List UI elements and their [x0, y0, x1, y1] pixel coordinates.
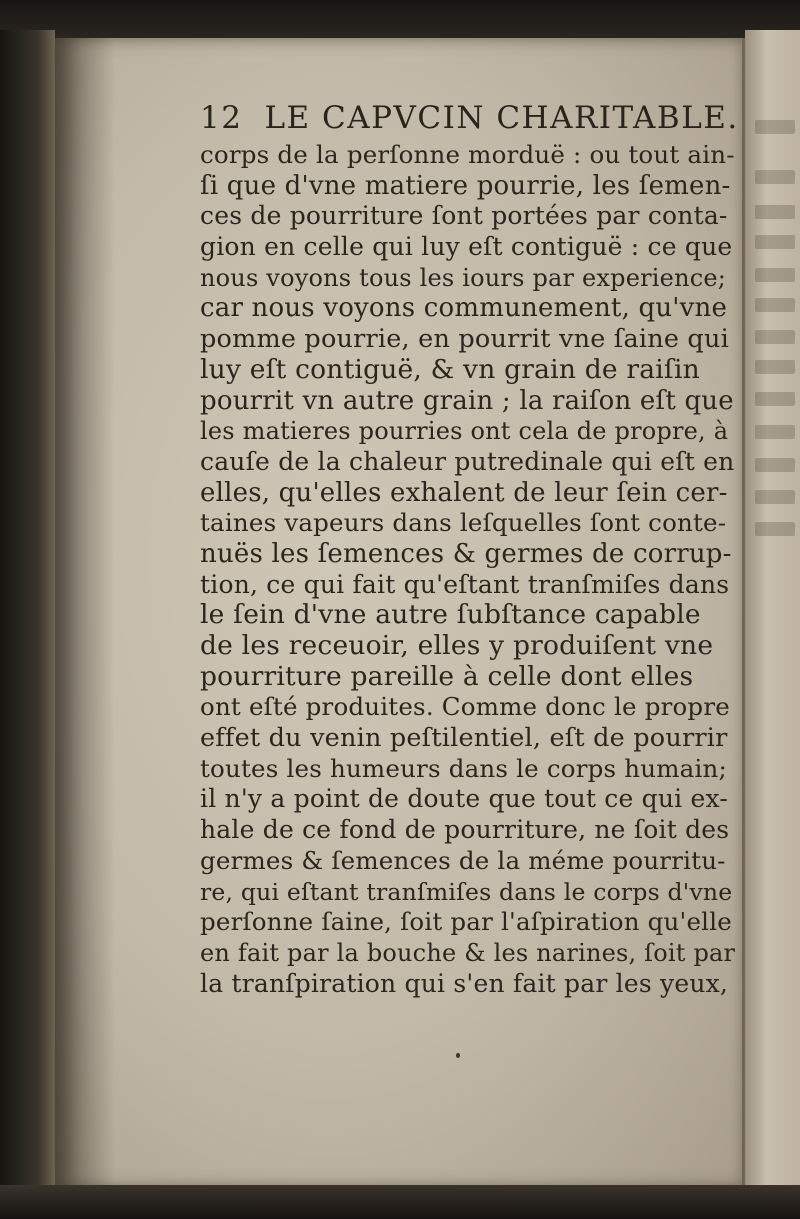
- scan-background-bottom: [0, 1185, 800, 1219]
- text-line: re, qui eſtant tranſmiſes dans le corps d'vne: [200, 877, 733, 906]
- text-line: pomme pourrie, en pourrit vne ſaine qui: [200, 324, 729, 355]
- text-line: car nous voyons communement, qu'vne: [200, 293, 728, 324]
- text-line: germes & ſemences de la méme pourritu-: [200, 845, 726, 875]
- text-line: pourrit vn autre grain ; la raiſon eſt que: [200, 385, 734, 416]
- ink-speck: [456, 1053, 460, 1058]
- page-header: [200, 96, 739, 140]
- text-line: nous voyons tous les iours par experience;: [200, 263, 727, 292]
- text-line: pourriture pareille à celle dont elles: [200, 660, 694, 692]
- text-line: tion, ce qui fait qu'eſtant tranſmiſes dans: [200, 569, 730, 599]
- text-line: perſonne ſaine, ſoit par l'aſpiration qu'elle: [200, 907, 732, 937]
- gutter-shadow: [55, 38, 115, 1188]
- page-number: 12: [200, 100, 243, 136]
- text-line: la tranſpiration qui s'en fait par les yeux,: [200, 968, 729, 998]
- text-line: en fait par la bouche & les narines, ſoit par: [200, 938, 736, 967]
- text-line: luy eſt contiguë, & vn grain de raiſin: [200, 353, 700, 385]
- text-line: ſi que d'vne matiere pourrie, les ſemen-: [200, 170, 731, 201]
- text-line: les matieres pourries ont cela de propre, à: [200, 417, 729, 446]
- text-line: ces de pourriture ſont portées par conta-: [200, 201, 728, 231]
- text-line: elles, qu'elles exhalent de leur ſein cer-: [200, 477, 728, 508]
- scan-background-top: [0, 0, 800, 40]
- book-binding-edge: [0, 30, 55, 1200]
- facing-page-edge: [745, 30, 800, 1190]
- running-title: LE CAPVCIN CHARITABLE.: [264, 100, 739, 136]
- text-line: toutes les humeurs dans le corps humain;: [200, 753, 727, 783]
- text-line: effet du venin peſtilentiel, eſt de pourrir: [200, 723, 728, 754]
- text-line: il n'y a point de doute que tout ce qui ex-: [200, 784, 728, 814]
- text-line: corps de la perſonne morduë : ou tout ain-: [200, 140, 735, 169]
- text-line: nuës les ſemences & germes de corrup-: [200, 538, 732, 569]
- text-line: de les receuoir, elles y produiſent vne: [200, 630, 714, 661]
- text-line: hale de ce fond de pourriture, ne ſoit des: [200, 815, 730, 845]
- text-line: gion en celle qui luy eſt contiguë : ce que: [200, 232, 733, 262]
- text-line: cauſe de la chaleur putredinale qui eſt en: [200, 446, 735, 476]
- text-line: le ſein d'vne autre ſubſtance capable: [200, 599, 701, 631]
- body-text: [200, 140, 735, 999]
- text-line: taines vapeurs dans leſquelles ſont conte-: [200, 508, 727, 538]
- text-line: ont eſté produites. Comme donc le propre: [200, 692, 730, 722]
